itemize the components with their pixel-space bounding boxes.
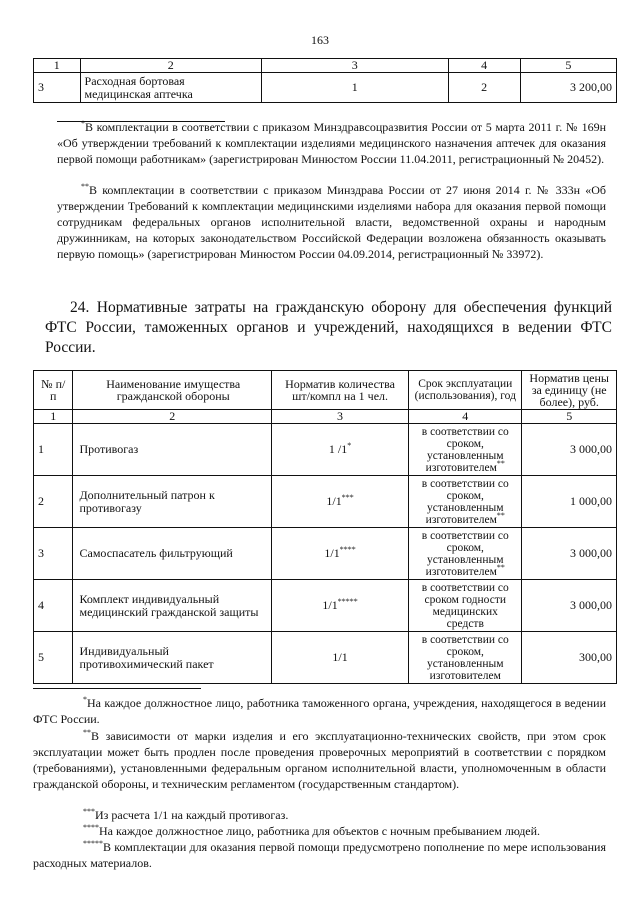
row-number: 3 <box>34 528 73 580</box>
table-header-row <box>34 371 617 410</box>
item-quantity <box>271 424 408 476</box>
footnote-marker: ***** <box>83 839 103 848</box>
col-number: 5 <box>520 59 616 73</box>
item-name: Комплект индивидуальный медицинский гражданской защиты <box>73 580 271 632</box>
footnote-text: На каждое должностное лицо, работника для объектов с ночным пребыванием людей. <box>99 824 541 838</box>
quantity-value: 1/1 <box>324 546 340 560</box>
row-number: 4 <box>34 580 73 632</box>
item-period <box>409 476 522 528</box>
row-number: 2 <box>34 476 73 528</box>
table-row <box>34 632 617 684</box>
col-number: 1 <box>34 410 73 424</box>
footnote-ref: *** <box>341 493 354 502</box>
item-name <box>80 73 261 103</box>
item-price: 1 000,00 <box>522 476 617 528</box>
footnote <box>33 839 606 871</box>
col-number: 3 <box>271 410 408 424</box>
item-quantity: 1 <box>262 73 449 103</box>
footnote-text: В комплектации в соответствии с приказом Минздрава России от 27 июня 2014 г. № 333н «Об утверждении Требований к комплектации медицинскими изделиями набора для оказания первой помощи сотрудникам федеральных органов исполнительной власти, ведомственной охраны и народным дружинникам, на которых законодательством Российской Федерации возложена обязанность оказывать первую помощь» (зарегистрирован Минюстом России 04.09.2014, регистрационный № 33972). <box>57 183 606 261</box>
item-quantity <box>271 632 408 684</box>
table-row <box>34 528 617 580</box>
col-number: 5 <box>522 410 617 424</box>
period-value: в соответствии со сроком, установленным изготовителем <box>421 477 509 526</box>
quantity-value: 1/1 <box>332 650 348 664</box>
item-quantity <box>271 476 408 528</box>
footnote-ref: ** <box>496 510 505 520</box>
footnote-text: Из расчета 1/1 на каждый противогаз. <box>95 808 289 822</box>
footnote-marker: ** <box>81 182 89 191</box>
row-number: 1 <box>34 424 73 476</box>
quantity-value: 1/1 <box>326 494 342 508</box>
header-num: № п/п <box>34 371 73 410</box>
footnote-separator <box>33 688 201 689</box>
footnote <box>33 728 606 792</box>
footnote-ref: ***** <box>337 597 358 606</box>
col-number: 3 <box>262 59 449 73</box>
footnote-text: В зависимости от марки изделия и его эксплуатационно-технических свойств, при этом срок эксплуатации может быть продлен после проведения проверочных мероприятий в соответствии с порядком (требованиями), установленными федеральным органом исполнительной власти, уполномоченным в области гражданской обороны, и техническим регламентом (государственным стандартом). <box>33 729 606 791</box>
period-value: в соответствии со сроком, установленным изготовителем <box>421 425 509 474</box>
footnote-ref: ** <box>496 562 505 572</box>
col-number: 2 <box>73 410 271 424</box>
footnote <box>33 695 606 727</box>
table-column-numbers <box>34 59 617 73</box>
footnote-ref: * <box>347 441 352 450</box>
item-name-line: Расходная бортовая <box>84 73 185 88</box>
item-name: Самоспасатель фильтрующий <box>73 528 271 580</box>
header-qty: Норматив количества шт/компл на 1 чел. <box>271 371 408 410</box>
footnote-text: В комплектации для оказания первой помощи предусмотрено пополнение по мере использования расходных материалов. <box>33 840 606 870</box>
period-value: в соответствии со сроком, установленным изготовителем <box>421 529 509 578</box>
item-period <box>409 424 522 476</box>
section-heading-text: 24. Нормативные затраты на гражданскую оборону для обеспечения функций ФТС России, таможенных органов и учреждений, находящихся в ведении ФТС России. <box>45 299 612 356</box>
col-number: 2 <box>80 59 261 73</box>
footnote-marker: ** <box>83 728 91 737</box>
table-row <box>34 424 617 476</box>
period-value: в соответствии со сроком годности медицинских средств <box>421 581 509 630</box>
item-period <box>409 632 522 684</box>
footnote-ref: **** <box>339 545 356 554</box>
table-row <box>34 73 617 103</box>
item-price: 300,00 <box>522 632 617 684</box>
item-price: 3 000,00 <box>522 424 617 476</box>
continued-table <box>33 58 617 103</box>
period-value: в соответствии со сроком, установленным изготовителем <box>421 633 509 682</box>
section-heading <box>45 298 612 358</box>
civil-defense-table <box>33 370 617 684</box>
footnote-ref: ** <box>496 458 505 468</box>
footnote <box>33 807 606 823</box>
footnote-marker: *** <box>83 807 95 816</box>
row-number: 3 <box>34 73 81 103</box>
row-number: 5 <box>34 632 73 684</box>
item-price: 3 000,00 <box>522 528 617 580</box>
item-period <box>409 528 522 580</box>
item-period <box>409 580 522 632</box>
footnote <box>57 119 606 167</box>
header-price: Норматив цены за единицу (не более), руб. <box>522 371 617 410</box>
footnote <box>33 823 606 839</box>
item-name: Индивидуальный противохимический пакет <box>73 632 271 684</box>
item-quantity <box>271 528 408 580</box>
item-price: 3 000,00 <box>522 580 617 632</box>
table-row <box>34 476 617 528</box>
item-name: Противогаз <box>73 424 271 476</box>
header-name: Наименование имущества гражданской обороны <box>73 371 271 410</box>
item-period: 2 <box>448 73 520 103</box>
footnote-text: В комплектации в соответствии с приказом Минздравсоцразвития России от 5 марта 2011 г. № 169н «Об утверждении требований к комплектации изделиями медицинского назначения аптечек для оказания первой помощи работникам» (зарегистрирован Минюстом России 11.04.2011, регистрационный № 20452). <box>57 120 606 166</box>
col-number: 1 <box>34 59 81 73</box>
item-quantity <box>271 580 408 632</box>
header-period: Срок эксплуатации (использования), год <box>409 371 522 410</box>
col-number: 4 <box>448 59 520 73</box>
footnote-marker: * <box>83 695 87 704</box>
col-number: 4 <box>409 410 522 424</box>
page-number: 163 <box>311 33 329 47</box>
table-row <box>34 580 617 632</box>
item-name: Дополнительный патрон к противогазу <box>73 476 271 528</box>
footnote <box>57 182 606 262</box>
item-price: 3 200,00 <box>520 73 616 103</box>
footnote-marker: **** <box>83 823 99 832</box>
item-name-line: медицинская аптечка <box>84 86 193 101</box>
quantity-value: 1 /1 <box>328 442 348 456</box>
quantity-value: 1/1 <box>322 598 338 612</box>
table-column-numbers <box>34 410 617 424</box>
footnote-text: На каждое должностное лицо, работника таможенного органа, учреждения, находящегося в ведении ФТС России. <box>33 696 606 726</box>
footnote-marker: * <box>81 119 85 128</box>
